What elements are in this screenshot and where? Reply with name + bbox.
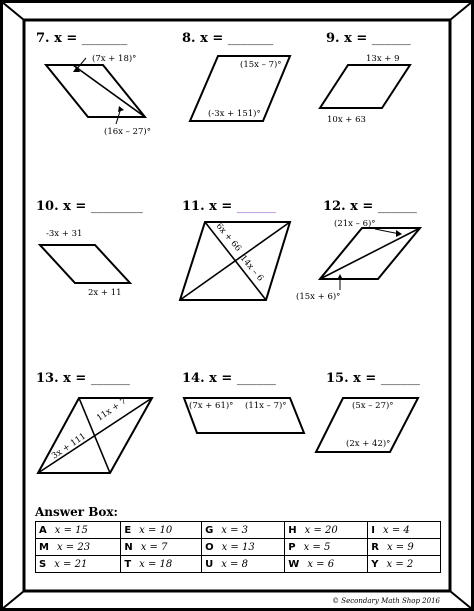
- answer-cell: [285, 522, 368, 539]
- answer-value: x = 23: [56, 541, 91, 553]
- answer-value: x = 15: [54, 524, 88, 536]
- diagonal-label: 6x + 66: [213, 221, 243, 254]
- angle-label: (-3x + 151)°: [208, 109, 261, 119]
- answer-letter: Y: [371, 558, 379, 570]
- angle-label: (21x – 6)°: [334, 219, 376, 229]
- answer-letter: R: [371, 541, 379, 553]
- answer-blank[interactable]: _______: [227, 31, 274, 46]
- answer-row: [36, 556, 441, 573]
- answer-cell: [202, 539, 285, 556]
- diagonal-label: 14x – 6: [237, 253, 266, 284]
- angle-label: (15x – 7)°: [240, 60, 282, 70]
- answer-letter: U: [205, 558, 214, 570]
- angle-label: (16x – 27)°: [104, 127, 151, 137]
- problem-12-prompt: 12. x = ______: [323, 199, 417, 214]
- answer-cell: [368, 556, 441, 573]
- answer-cell: [36, 539, 121, 556]
- answer-letter: P: [288, 541, 296, 553]
- copyright-text: © Secondary Math Shop 2016: [332, 597, 440, 605]
- answer-value: x = 3: [221, 524, 249, 536]
- answer-value: x = 9: [386, 541, 414, 553]
- answer-value: x = 20: [304, 524, 338, 536]
- answer-blank[interactable]: ________: [90, 199, 143, 214]
- answer-cell: [121, 522, 202, 539]
- answer-letter: S: [39, 558, 47, 570]
- answer-blank[interactable]: ______: [90, 371, 130, 386]
- answer-value: x = 8: [221, 558, 248, 570]
- problem-14-prompt: 14. x = ______: [182, 371, 276, 386]
- answer-value: x = 2: [386, 558, 414, 570]
- answer-blank[interactable]: ______: [377, 199, 417, 214]
- answer-cell: [368, 539, 441, 556]
- answer-value: x = 7: [140, 541, 168, 553]
- answer-value: x = 18: [139, 558, 173, 570]
- diagonal-label: 11x + 7: [95, 396, 129, 424]
- answer-blank[interactable]: ______: [371, 31, 411, 46]
- diagonal-label: 3x + 111: [50, 431, 88, 462]
- angle-label: (7x + 18)°: [92, 54, 137, 64]
- angle-label: (5x – 27)°: [352, 401, 394, 411]
- answer-cell: [36, 556, 121, 573]
- answer-box-title: Answer Box:: [35, 505, 118, 519]
- answer-cell: [36, 522, 121, 539]
- answer-letter: T: [124, 558, 132, 570]
- angle-label: (2x + 42)°: [346, 439, 391, 449]
- answer-blank[interactable]: ______: [380, 371, 420, 386]
- angle-label: (11x – 7)°: [245, 401, 287, 411]
- answer-letter: E: [124, 524, 132, 536]
- problem-9-prompt: 9. x = ______: [326, 31, 411, 46]
- answer-letter: O: [205, 541, 214, 553]
- side-label: -3x + 31: [46, 229, 83, 239]
- answer-letter: G: [205, 524, 214, 536]
- answer-cell: [121, 556, 202, 573]
- answer-letter: A: [39, 524, 47, 536]
- answer-letter: H: [288, 524, 297, 536]
- answer-value: x = 6: [307, 558, 335, 570]
- answer-cell: [285, 556, 368, 573]
- problem-10-prompt: 10. x = ________: [36, 199, 143, 214]
- side-label: 10x + 63: [327, 115, 366, 125]
- problem-8-prompt: 8. x = _______: [182, 31, 274, 46]
- problem-15-prompt: 15. x = ______: [326, 371, 420, 386]
- answer-row: [36, 539, 441, 556]
- angle-label: (7x + 61)°: [189, 401, 234, 411]
- answer-letter: N: [124, 541, 133, 553]
- problem-11-prompt: 11. x = ______: [182, 199, 276, 214]
- answer-cell: [285, 539, 368, 556]
- problem-13-prompt: 13. x = ______: [36, 371, 130, 386]
- answer-blank[interactable]: ______: [236, 199, 276, 214]
- answer-letter: M: [39, 541, 49, 553]
- answer-cell: [368, 522, 441, 539]
- answer-value: x = 4: [383, 524, 410, 536]
- answer-letter: I: [371, 524, 376, 536]
- answer-row: [36, 522, 441, 539]
- side-label: 13x + 9: [366, 54, 400, 64]
- answer-value: x = 5: [303, 541, 331, 553]
- answer-cell: [202, 556, 285, 573]
- answer-value: x = 10: [139, 524, 173, 536]
- problem-7-prompt: 7. x = _______: [36, 31, 128, 46]
- angle-label: (15x + 6)°: [296, 292, 341, 302]
- answer-blank[interactable]: _______: [81, 31, 128, 46]
- answer-letter: W: [288, 558, 300, 570]
- answer-value: x = 21: [54, 558, 88, 570]
- answer-blank[interactable]: ______: [236, 371, 276, 386]
- answer-cell: [121, 539, 202, 556]
- side-label: 2x + 11: [88, 288, 122, 298]
- answer-box-table: [35, 521, 441, 573]
- answer-cell: [202, 522, 285, 539]
- answer-value: x = 13: [221, 541, 255, 553]
